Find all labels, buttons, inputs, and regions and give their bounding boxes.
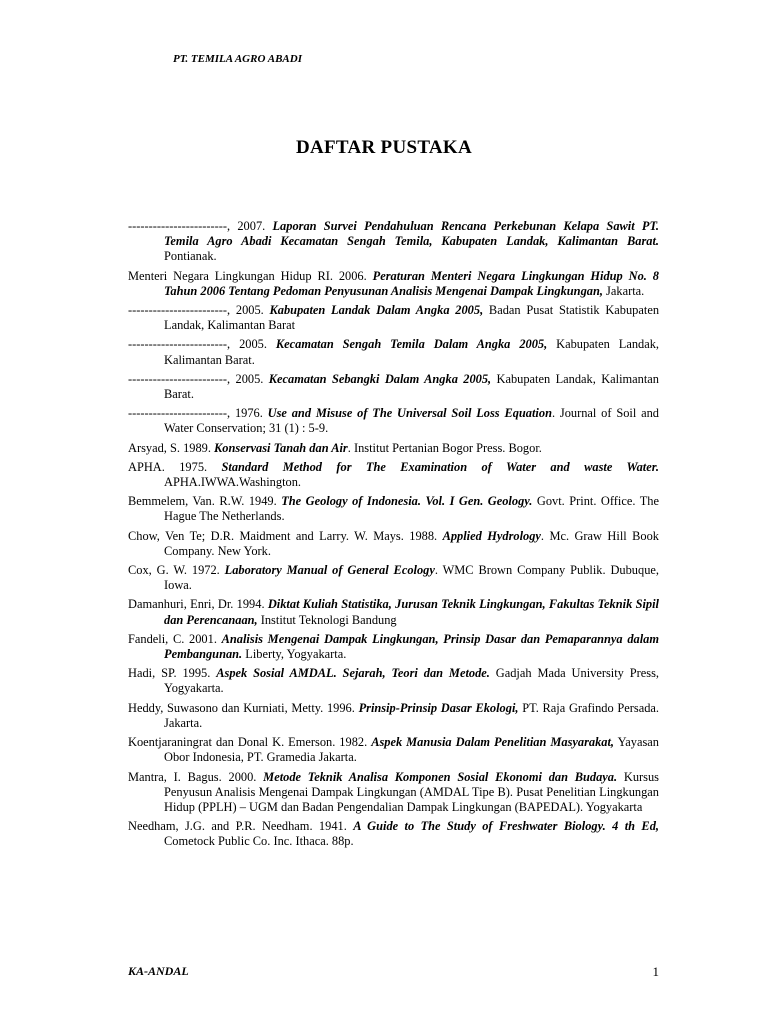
page-number: 1 [652, 964, 659, 979]
reference-publisher: Jakarta. [602, 283, 645, 298]
reference-title: Konservasi Tanah dan Air [214, 440, 348, 455]
reference-title: Kabupaten Landak Dalam Angka 2005, [269, 303, 484, 318]
reference-title: Diktat Kuliah Statistika, Jurusan Teknik Lingkungan, Fakultas Teknik Sipil dan Perencanaan, [164, 597, 659, 627]
reference-author-year: Arsyad, S. 1989. [128, 440, 215, 455]
reference-entry [128, 460, 659, 490]
reference-title: Use and Misuse of The Universal Soil Loss Equation [267, 406, 552, 421]
reference-author-year: ------------------------, 2007. [128, 219, 273, 233]
reference-list [128, 219, 659, 854]
reference-publisher: Kabupaten Landak, Kalimantan Barat. [164, 371, 659, 402]
reference-publisher: PT. Raja Grafindo Persada. Jakarta. [164, 700, 660, 730]
reference-title: Aspek Sosial AMDAL. Sejarah, Teori dan Metode. [216, 666, 490, 681]
reference-author-year: ------------------------, 2005. [128, 303, 270, 318]
reference-title: Metode Teknik Analisa Komponen Sosial Ekonomi dan Budaya. [263, 769, 618, 784]
reference-author-year: APHA. 1975. [128, 459, 222, 474]
reference-publisher: . Institut Pertanian Bogor Press. Bogor. [347, 440, 542, 455]
reference-publisher: Liberty, Yogyakarta. [242, 647, 347, 662]
reference-author-year: Needham, J.G. and P.R. Needham. 1941. [128, 819, 354, 834]
reference-entry [128, 701, 659, 731]
footer-document-label: KA-ANDAL [128, 964, 189, 978]
reference-entry [128, 529, 659, 559]
page-title: DAFTAR PUSTAKA [295, 137, 473, 158]
reference-author-year: Mantra, I. Bagus. 2000. [128, 769, 264, 784]
reference-publisher: . Mc. Graw Hill Book Company. New York. [164, 528, 659, 558]
reference-publisher: Institut Teknologi Bandung [257, 612, 397, 627]
reference-title: Prinsip-Prinsip Dasar Ekologi, [358, 700, 519, 715]
reference-title: Peraturan Menteri Negara Lingkungan Hidup No. 8 Tahun 2006 Tentang Pedoman Penyusunan Analisis Mengenai Dampak Lingkungan, [164, 268, 659, 298]
reference-title: Standard Method for The Examination of Water and waste Water. [221, 459, 659, 474]
reference-title: A Guide to The Study of Freshwater Biology. 4 th Ed, [353, 819, 659, 834]
reference-author-year: Fandeli, C. 2001. [128, 631, 222, 646]
reference-title: The Geology of Indonesia. Vol. I Gen. Geology. [281, 494, 533, 509]
reference-title: Kecamatan Sengah Temila Dalam Angka 2005, [275, 337, 548, 352]
reference-entry [128, 563, 659, 593]
company-header: PT. TEMILA AGRO ABADI [173, 53, 302, 65]
reference-publisher: Cometock Public Co. Inc. Ithaca. 88p. [164, 834, 354, 849]
reference-publisher: . Journal of Soil and Water Conservation; 31 (1) : 5-9. [164, 406, 659, 436]
reference-author-year: Heddy, Suwasono dan Kurniati, Metty. 1996. [128, 700, 359, 715]
reference-entry [128, 337, 659, 367]
reference-publisher: Kursus Penyusun Analisis Mengenai Dampak Lingkungan (AMDAL Tipe B). Pusat Penelitian Lingkungan Hidup (PPLH) – UGM dan Badan Pengendalian Dampak Lingkungan (BAPEDAL). Yogyakarta [164, 769, 659, 814]
reference-publisher: . WMC Brown Company Publik. Dubuque, Iowa. [164, 563, 659, 593]
reference-author-year: Bemmelem, Van. R.W. 1949. [128, 494, 282, 509]
reference-entry [128, 770, 659, 816]
reference-entry [128, 494, 659, 524]
reference-author-year: Hadi, SP. 1995. [128, 666, 217, 681]
reference-publisher: Kabupaten Landak, Kalimantan Barat. [164, 337, 660, 367]
reference-entry [128, 219, 659, 265]
reference-title: Applied Hydrology [442, 528, 541, 543]
reference-author-year: Koentjaraningrat dan Donal K. Emerson. 1982. [128, 735, 372, 750]
reference-title: Laboratory Manual of General Ecology [224, 563, 435, 578]
reference-entry [128, 269, 659, 299]
reference-entry [128, 666, 659, 696]
reference-publisher: Yayasan Obor Indonesia, PT. Gramedia Jakarta. [164, 735, 659, 765]
reference-author-year: Chow, Ven Te; D.R. Maidment and Larry. W. Mays. 1988. [128, 528, 443, 543]
reference-entry [128, 597, 659, 627]
reference-entry [128, 372, 659, 402]
reference-author-year: ------------------------, 2005. [128, 337, 276, 352]
reference-publisher: Gadjah Mada University Press, Yogyakarta. [164, 666, 659, 696]
reference-author-year: Damanhuri, Enri, Dr. 1994. [128, 597, 268, 612]
reference-publisher: Pontianak. [164, 249, 217, 264]
reference-entry [128, 303, 659, 333]
reference-publisher: Badan Pusat Statistik Kabupaten Landak, Kalimantan Barat [164, 303, 660, 333]
reference-publisher: Govt. Print. Office. The Hague The Netherlands. [164, 494, 659, 524]
reference-title: Laporan Survei Pendahuluan Rencana Perkebunan Kelapa Sawit PT. Temila Agro Abadi Kecamatan Sengah Temila, Kabupaten Landak, Kalimantan Barat. [164, 219, 659, 249]
reference-entry [128, 819, 659, 849]
reference-title: Aspek Manusia Dalam Penelitian Masyarakat, [371, 735, 615, 750]
reference-entry [128, 735, 659, 765]
reference-author-year: ------------------------, 2005. [128, 371, 269, 386]
reference-author-year: ------------------------, 1976. [128, 406, 268, 421]
reference-title: Kecamatan Sebangki Dalam Angka 2005, [268, 371, 492, 386]
reference-author-year: Menteri Negara Lingkungan Hidup RI. 2006. [128, 268, 373, 283]
reference-publisher: APHA.IWWA.Washington. [164, 475, 302, 490]
reference-entry [128, 406, 659, 436]
reference-entry [128, 441, 659, 456]
reference-entry [128, 632, 659, 662]
reference-title: Analisis Mengenai Dampak Lingkungan, Prinsip Dasar dan Pemaparannya dalam Pembangunan. [164, 631, 659, 662]
reference-author-year: Cox, G. W. 1972. [128, 563, 225, 578]
